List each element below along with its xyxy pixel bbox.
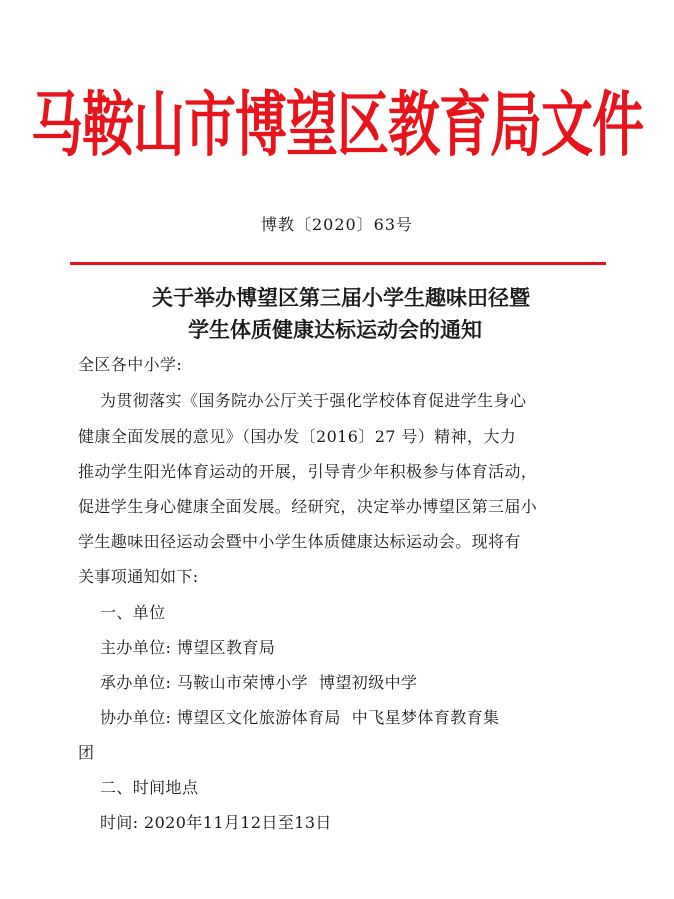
- body-line: 学生趣味田径运动会暨中小学生体质健康达标运动会。现将有: [78, 532, 521, 551]
- time-line: 时间: 2020年11月12日至13日: [78, 813, 332, 832]
- host-line: 承办单位: 马鞍山市荣博小学 博望初级中学: [78, 673, 418, 692]
- body-line: 关事项通知如下:: [78, 567, 199, 586]
- body-line: 为贯彻落实《国务院办公厅关于强化学校体育促进学生身心: [78, 391, 527, 410]
- document-number: 博教〔2020〕63号: [260, 215, 414, 234]
- organizer-line: 主办单位: 博望区教育局: [78, 638, 276, 657]
- section-heading-units: 一、单位: [78, 603, 166, 622]
- body-line: 促进学生身心健康全面发展。经研究，决定举办博望区第三届小: [78, 497, 538, 516]
- section-heading-time-place: 二、时间地点: [78, 778, 199, 797]
- document-masthead: 马鞍山市博望区教育局文件: [30, 85, 643, 167]
- body-line: 推动学生阳光体育运动的开展，引导青少年积极参与体育活动，: [78, 462, 538, 481]
- notice-title-line-2: 学生体质健康达标运动会的通知: [188, 317, 482, 342]
- co-organizer-line-continued: 团: [78, 743, 95, 762]
- co-organizer-line: 协办单位: 博望区文化旅游体育局 中飞星梦体育教育集: [78, 708, 500, 727]
- body-line: 健康全面发展的意见》（国办发〔2016〕27 号）精神，大力: [78, 427, 517, 446]
- notice-title-line-1: 关于举办博望区第三届小学生趣味田径暨: [152, 285, 530, 310]
- salutation: 全区各中小学:: [78, 355, 183, 374]
- red-separator-line: [70, 262, 606, 265]
